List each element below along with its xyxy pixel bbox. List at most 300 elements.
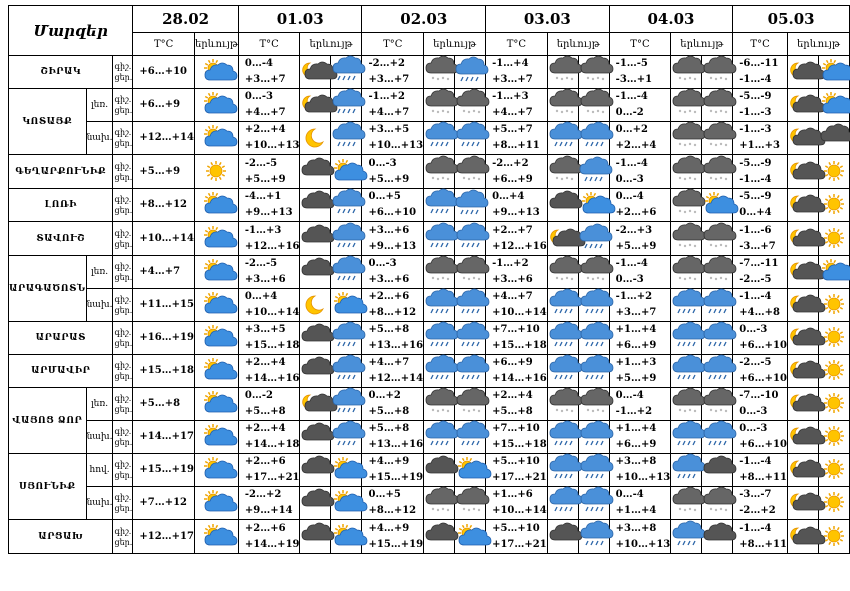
temperature-cell xyxy=(486,487,548,520)
cloud-rain-icon xyxy=(547,487,578,520)
night-temp: -1…+2 xyxy=(615,291,653,302)
day-temp: +6…+9 xyxy=(139,99,181,110)
night-temp: -5…-9 xyxy=(739,157,772,169)
day-temp: +10…+13 xyxy=(244,140,300,151)
day-temp: +3…+7 xyxy=(615,307,657,318)
temperature-cell xyxy=(362,189,424,222)
night-temp: -1…-5 xyxy=(615,58,648,69)
moon-cloud-icon xyxy=(787,122,818,155)
region-name: ԳԵՂԱՐՔՈՒՆԻՔ xyxy=(9,155,113,189)
cloud-snow-icon xyxy=(702,122,733,155)
temperature-cell xyxy=(486,122,548,155)
region-header: Մարզեր xyxy=(9,6,133,56)
moon-cloud-icon xyxy=(547,222,578,256)
temperature-cell xyxy=(486,155,548,189)
day-temp: +10…+14 xyxy=(492,307,547,318)
sun-cloud-icon xyxy=(194,520,238,554)
cloud-icon xyxy=(300,189,331,222)
night-temp: -7…-11 xyxy=(739,258,779,269)
day-temp: -1…-4 xyxy=(739,173,772,185)
night-label: գիշ. xyxy=(114,62,132,71)
temperature-cell xyxy=(609,520,671,554)
day-night-label xyxy=(113,189,133,222)
temperature-cell xyxy=(133,56,195,89)
temperature-cell xyxy=(609,155,671,189)
day-temp: +6…+9 xyxy=(492,173,533,185)
cloud-snow-icon xyxy=(424,56,455,89)
temperature-cell xyxy=(362,388,424,421)
temperature-cell xyxy=(733,56,788,89)
cloud-snow-icon xyxy=(702,256,733,289)
day-temp: +10…+13 xyxy=(615,538,671,550)
cloud-rain-icon xyxy=(702,421,733,454)
day-label: ցեր. xyxy=(114,206,133,215)
temperature-cell xyxy=(486,256,548,289)
moon-cloud-icon xyxy=(787,289,818,322)
table-row xyxy=(9,222,850,256)
temperature-cell xyxy=(133,155,195,189)
night-temp: -2…+2 xyxy=(244,489,282,500)
temperature-cell xyxy=(609,388,671,421)
day-temp: +6…+10 xyxy=(739,373,787,384)
day-temp: +15…+18 xyxy=(492,340,547,351)
table-row xyxy=(9,289,850,322)
temperature-cell xyxy=(486,289,548,322)
cloud-rain-icon xyxy=(578,421,609,454)
day-label: ցեր. xyxy=(114,139,133,148)
temperature-cell xyxy=(238,421,300,454)
night-temp: -1…+2 xyxy=(492,258,529,269)
sun-cloud-icon xyxy=(194,388,238,421)
cloud-snow-icon xyxy=(547,56,578,89)
night-temp: -2…+2 xyxy=(492,157,529,169)
temperature-cell xyxy=(733,256,788,289)
temperature-cell xyxy=(238,89,300,122)
region-name: ԱՐՑԱԽ xyxy=(9,520,113,554)
day-temp: +5…+9 xyxy=(139,165,181,177)
day-temp: +6…+10 xyxy=(739,340,787,351)
day-temp: -2…-5 xyxy=(739,274,772,285)
day-temp: +8…+12 xyxy=(368,307,417,318)
night-temp: +2…+4 xyxy=(244,357,286,368)
temperature-cell xyxy=(486,322,548,355)
date-header: 03.03 xyxy=(486,6,610,33)
day-label: ցեր. xyxy=(114,537,133,547)
temp-column-header: T°C xyxy=(362,33,424,56)
night-temp: 0…-4 xyxy=(615,191,644,202)
sun-cloud-rain-icon xyxy=(455,189,486,222)
altitude-label: լեռ. xyxy=(86,388,113,421)
cloud-rain-icon xyxy=(702,322,733,355)
day-temp: +15…+18 xyxy=(139,365,194,376)
cloud-rain-icon xyxy=(671,520,702,554)
cloud-rain-icon xyxy=(424,322,455,355)
sun-cloud-icon xyxy=(818,56,849,89)
cloud-rain-icon xyxy=(424,222,455,256)
forecast-table xyxy=(8,5,850,554)
night-label: գիշ. xyxy=(114,493,132,502)
cloud-rain-icon xyxy=(547,322,578,355)
night-label: գիշ. xyxy=(114,526,132,536)
night-temp: -2…-5 xyxy=(244,157,278,169)
temperature-cell xyxy=(133,256,195,289)
day-night-label xyxy=(113,56,133,89)
temperature-cell xyxy=(733,355,788,388)
cloud-rain-icon xyxy=(424,355,455,388)
night-temp: -1…-4 xyxy=(615,258,648,269)
table-row xyxy=(9,487,850,520)
temperature-cell xyxy=(238,388,300,421)
sun-cloud-icon xyxy=(818,256,849,289)
cloud-icon xyxy=(818,122,849,155)
day-temp: +5…+9 xyxy=(615,373,657,384)
table-row xyxy=(9,56,850,89)
cloud-rain-icon xyxy=(547,122,578,155)
day-label: ցեր. xyxy=(114,405,133,414)
day-label: ցեր. xyxy=(114,273,133,282)
day-temp: +12…+14 xyxy=(139,132,194,143)
cloud-rain-icon xyxy=(578,520,609,554)
cloud-rain-icon xyxy=(331,355,362,388)
sun-cloud-icon xyxy=(194,89,238,122)
night-temp: 0…+4 xyxy=(492,191,525,202)
temperature-cell xyxy=(238,189,300,222)
cloud-rain-icon xyxy=(331,388,362,421)
day-temp: +3…+7 xyxy=(492,74,533,85)
cloud-snow-icon xyxy=(578,89,609,122)
temperature-cell xyxy=(609,89,671,122)
date-header: 05.03 xyxy=(733,6,850,33)
cloud-rain-icon xyxy=(331,222,362,256)
day-temp: +10…+14 xyxy=(244,307,300,318)
cloud-snow-icon xyxy=(578,388,609,421)
sun-cloud-icon xyxy=(194,421,238,454)
night-temp: -1…+3 xyxy=(244,224,282,236)
cloud-icon xyxy=(547,520,578,554)
altitude-label: նախ. xyxy=(86,122,113,155)
cloud-snow-icon xyxy=(578,56,609,89)
region-name: ԼՈՌԻ xyxy=(9,189,113,222)
cloud-rain-icon xyxy=(455,421,486,454)
date-header: 04.03 xyxy=(609,6,733,33)
sun-cloud-icon xyxy=(194,189,238,222)
day-temp: 0…-3 xyxy=(615,274,644,285)
night-temp: -7…-10 xyxy=(739,390,779,401)
cloud-rain-icon xyxy=(455,322,486,355)
table-row xyxy=(9,189,850,222)
altitude-label: լեռ. xyxy=(86,256,113,289)
cloud-snow-icon xyxy=(671,89,702,122)
cloud-icon xyxy=(300,256,331,289)
temperature-cell xyxy=(733,89,788,122)
temperature-cell xyxy=(486,355,548,388)
day-temp: -2…+2 xyxy=(739,505,776,516)
day-temp: +5…+9 xyxy=(244,173,286,185)
day-temp: -3…+7 xyxy=(739,240,776,252)
day-night-label xyxy=(113,256,133,289)
temperature-cell xyxy=(486,89,548,122)
night-temp: +1…+4 xyxy=(615,324,657,335)
sun-cloud-rain-icon xyxy=(455,56,486,89)
night-temp: 0…-4 xyxy=(615,390,644,401)
temperature-cell xyxy=(362,256,424,289)
day-temp: +3…+6 xyxy=(368,274,410,285)
cloud-snow-icon xyxy=(455,487,486,520)
weather-column-header: երևույթ xyxy=(671,33,733,56)
temp-column-header: T°C xyxy=(133,33,195,56)
cloud-rain-icon xyxy=(331,56,362,89)
day-temp: +6…+9 xyxy=(615,439,657,450)
cloud-icon xyxy=(300,222,331,256)
night-label: գիշ. xyxy=(114,228,132,238)
temperature-cell xyxy=(133,520,195,554)
day-temp: 0…-3 xyxy=(739,406,768,417)
day-temp: +5…+9 xyxy=(615,240,657,252)
night-temp: 0…-4 xyxy=(244,58,273,69)
moon-cloud-icon xyxy=(787,421,818,454)
temperature-cell xyxy=(362,122,424,155)
day-temp: +13…+16 xyxy=(368,340,424,351)
temperature-cell xyxy=(486,189,548,222)
night-temp: +7…+10 xyxy=(492,324,540,335)
day-temp: +14…+18 xyxy=(244,439,300,450)
cloud-rain-icon xyxy=(578,487,609,520)
weather-column-header: երևույթ xyxy=(300,33,362,56)
day-temp: +2…+4 xyxy=(615,140,657,151)
sun-cloud-icon xyxy=(331,155,362,189)
cloud-snow-icon xyxy=(424,487,455,520)
temperature-cell xyxy=(486,388,548,421)
temperature-cell xyxy=(362,222,424,256)
moon-icon xyxy=(300,122,331,155)
day-temp: +9…+13 xyxy=(244,207,293,218)
sun-cloud-icon xyxy=(455,520,486,554)
temperature-cell xyxy=(362,454,424,487)
temperature-cell xyxy=(733,487,788,520)
night-temp: 0…+2 xyxy=(368,390,401,401)
day-label: ցեր. xyxy=(114,239,133,249)
day-temp: +5…+8 xyxy=(244,406,286,417)
cloud-icon xyxy=(300,421,331,454)
day-temp: +6…+10 xyxy=(368,207,417,218)
sun-cloud-rain-icon xyxy=(578,155,609,189)
day-night-label xyxy=(113,155,133,189)
night-temp: +5…+10 xyxy=(492,456,540,467)
cloud-rain-icon xyxy=(702,289,733,322)
day-temp: +3…+7 xyxy=(368,74,410,85)
table-row xyxy=(9,520,850,554)
table-row xyxy=(9,155,850,189)
region-name: ՏԱՎՈՒՇ xyxy=(9,222,113,256)
cloud-snow-icon xyxy=(671,155,702,189)
cloud-rain-icon xyxy=(455,122,486,155)
sun-cloud-icon xyxy=(331,520,362,554)
cloud-rain-icon xyxy=(331,256,362,289)
day-temp: +17…+21 xyxy=(492,538,547,550)
cloud-rain-icon xyxy=(578,322,609,355)
day-temp: +15…+19 xyxy=(368,472,424,483)
temperature-cell xyxy=(733,388,788,421)
temperature-cell xyxy=(609,256,671,289)
sun-cloud-icon xyxy=(702,189,733,222)
night-label: գիշ. xyxy=(114,295,132,304)
cloud-snow-icon xyxy=(547,388,578,421)
day-night-label xyxy=(113,520,133,554)
temperature-cell xyxy=(238,322,300,355)
altitude-label: հով. xyxy=(86,454,113,487)
temperature-cell xyxy=(238,487,300,520)
day-label: ցեր. xyxy=(114,172,133,182)
day-temp: 0…-3 xyxy=(615,173,644,185)
night-temp: +5…+10 xyxy=(492,522,540,534)
temperature-cell xyxy=(133,289,195,322)
moon-cloud-icon xyxy=(787,355,818,388)
night-temp: +3…+5 xyxy=(368,124,410,135)
night-temp: +5…+8 xyxy=(368,324,410,335)
day-temp: +15…+18 xyxy=(244,340,300,351)
day-temp: +4…+7 xyxy=(139,266,181,277)
night-temp: +5…+7 xyxy=(492,124,533,135)
temperature-cell xyxy=(733,189,788,222)
temperature-cell xyxy=(733,421,788,454)
moon-cloud-icon xyxy=(787,189,818,222)
day-temp: +12…+17 xyxy=(139,530,194,542)
cloud-rain-icon xyxy=(671,421,702,454)
cloud-rain-icon xyxy=(547,355,578,388)
temperature-cell xyxy=(238,454,300,487)
cloud-snow-icon xyxy=(702,388,733,421)
temperature-cell xyxy=(362,322,424,355)
cloud-snow-icon xyxy=(702,56,733,89)
temperature-cell xyxy=(486,222,548,256)
day-temp: -1…-4 xyxy=(739,74,772,85)
cloud-snow-icon xyxy=(455,388,486,421)
day-temp: +3…+7 xyxy=(244,74,286,85)
temperature-cell xyxy=(238,56,300,89)
temperature-cell xyxy=(486,520,548,554)
temperature-cell xyxy=(133,322,195,355)
cloud-rain-icon xyxy=(671,289,702,322)
weather-column-header: երևույթ xyxy=(547,33,609,56)
temperature-cell xyxy=(133,89,195,122)
day-night-label xyxy=(113,421,133,454)
night-temp: +3…+8 xyxy=(615,522,657,534)
night-temp: -2…+3 xyxy=(615,224,653,236)
cloud-icon xyxy=(300,355,331,388)
night-temp: +3…+5 xyxy=(244,324,286,335)
cloud-rain-icon xyxy=(578,355,609,388)
table-row xyxy=(9,322,850,355)
night-label: գիշ. xyxy=(114,328,132,337)
cloud-snow-icon xyxy=(671,388,702,421)
day-temp: +14…+16 xyxy=(492,373,547,384)
night-temp: -1…+4 xyxy=(492,58,529,69)
temperature-cell xyxy=(733,289,788,322)
day-label: ցեր. xyxy=(114,106,133,115)
temperature-cell xyxy=(362,155,424,189)
temperature-cell xyxy=(733,520,788,554)
day-night-label xyxy=(113,289,133,322)
temperature-cell xyxy=(238,256,300,289)
region-name: ԱՐԱՐԱՏ xyxy=(9,322,113,355)
temperature-cell xyxy=(133,122,195,155)
night-temp: 0…+5 xyxy=(368,191,401,202)
temperature-cell xyxy=(133,388,195,421)
night-temp: 0…-3 xyxy=(368,157,397,169)
night-temp: 0…+4 xyxy=(244,291,278,302)
night-temp: 0…-3 xyxy=(739,423,768,434)
temperature-cell xyxy=(486,421,548,454)
night-temp: +2…+6 xyxy=(244,522,286,534)
day-night-label xyxy=(113,487,133,520)
night-temp: 0…-3 xyxy=(244,91,273,102)
moon-cloud-icon xyxy=(787,89,818,122)
night-temp: -3…-7 xyxy=(739,489,772,500)
cloud-rain-icon xyxy=(331,322,362,355)
cloud-icon xyxy=(424,454,455,487)
sun-cloud-icon xyxy=(194,289,238,322)
temperature-cell xyxy=(733,322,788,355)
temperature-cell xyxy=(609,421,671,454)
cloud-rain-icon xyxy=(424,189,455,222)
sun-cloud-icon xyxy=(455,454,486,487)
table-row xyxy=(9,122,850,155)
day-temp: +5…+9 xyxy=(368,173,410,185)
moon-cloud-icon xyxy=(300,388,331,421)
day-temp: +9…+13 xyxy=(368,240,417,252)
day-temp: +8…+12 xyxy=(368,505,417,516)
night-label: գիշ. xyxy=(114,460,132,469)
cloud-rain-icon xyxy=(331,189,362,222)
night-temp: -1…-4 xyxy=(739,291,772,302)
temperature-cell xyxy=(238,355,300,388)
cloud-icon xyxy=(424,520,455,554)
day-temp: +10…+14 xyxy=(492,505,547,516)
night-temp: 0…-3 xyxy=(368,258,397,269)
cloud-snow-icon xyxy=(671,189,702,222)
day-label: ցեր. xyxy=(114,471,133,480)
night-label: գիշ. xyxy=(114,361,132,370)
cloud-snow-icon xyxy=(671,256,702,289)
night-temp: -5…-9 xyxy=(739,91,772,102)
night-temp: -1…+2 xyxy=(368,91,405,102)
day-night-label xyxy=(113,454,133,487)
day-temp: +6…+9 xyxy=(615,340,657,351)
night-temp: +4…+9 xyxy=(368,456,410,467)
moon-cloud-icon xyxy=(300,56,331,89)
temperature-cell xyxy=(609,289,671,322)
temperature-cell xyxy=(238,155,300,189)
cloud-rain-icon xyxy=(424,421,455,454)
sun-cloud-icon xyxy=(194,454,238,487)
day-temp: -1…-3 xyxy=(739,107,772,118)
day-temp: +4…+7 xyxy=(368,107,410,118)
night-temp: -5…-9 xyxy=(739,191,772,202)
moon-cloud-icon xyxy=(787,487,818,520)
moon-cloud-icon xyxy=(787,256,818,289)
night-temp: -1…-4 xyxy=(739,456,772,467)
day-temp: +10…+14 xyxy=(139,232,194,244)
night-temp: 0…+2 xyxy=(615,124,648,135)
night-temp: +2…+4 xyxy=(244,124,286,135)
day-temp: 0…+4 xyxy=(739,207,772,218)
day-label: ցեր. xyxy=(114,504,133,513)
night-temp: +1…+4 xyxy=(615,423,657,434)
cloud-snow-icon xyxy=(424,89,455,122)
sun-cloud-icon xyxy=(818,89,849,122)
day-night-label xyxy=(113,89,133,122)
night-temp: -6…-11 xyxy=(739,58,779,69)
